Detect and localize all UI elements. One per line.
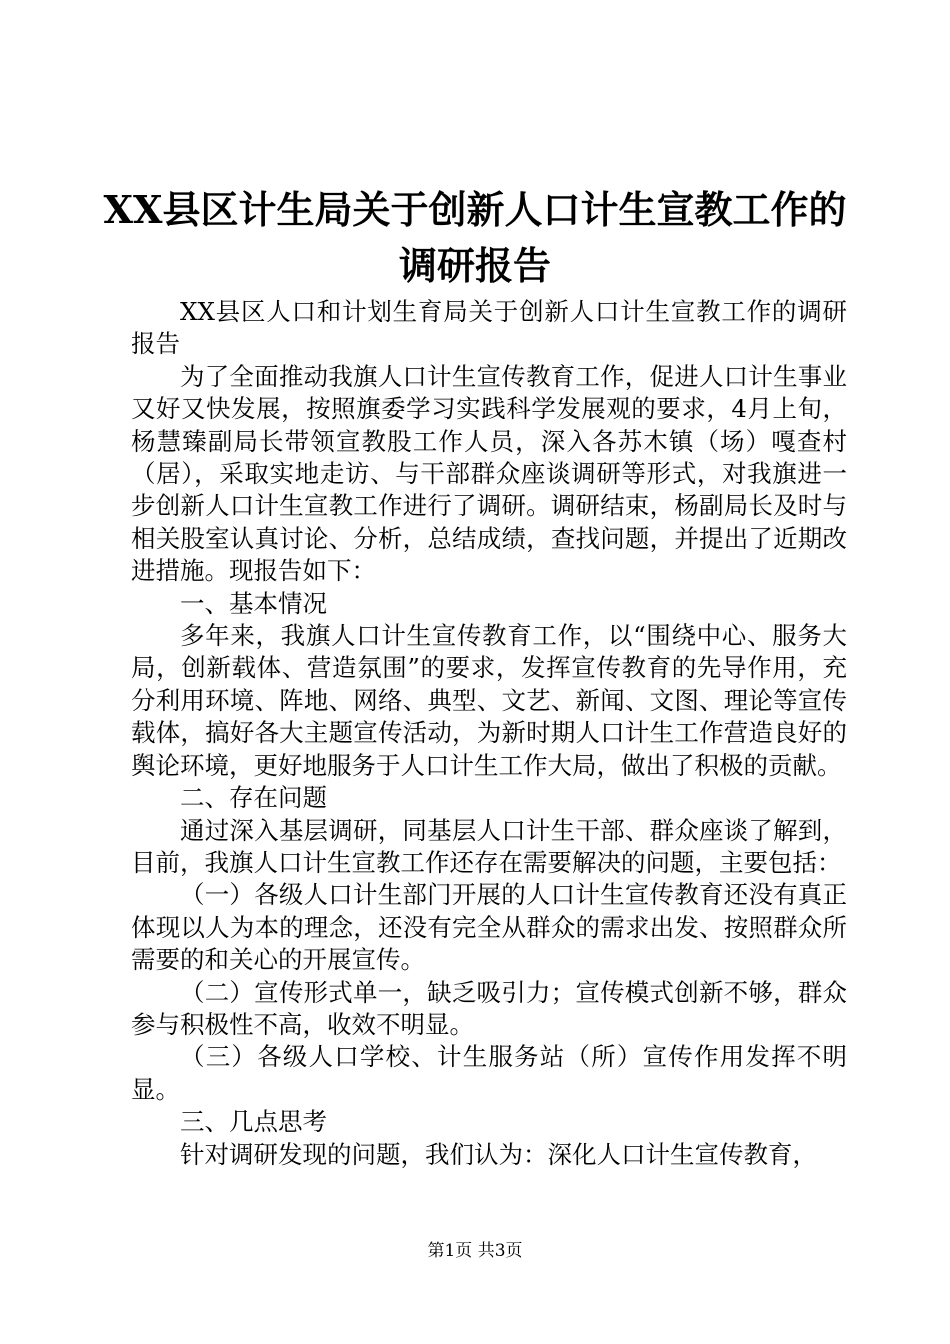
section-heading-basic-situation: 一、基本情况 — [180, 588, 327, 618]
page-number-footer: 第1页 共3页 — [427, 1241, 523, 1261]
paragraph-problem-2: （二）宣传形式单一，缺乏吸引力；宣传模式创新不够，群众参与积极性不高，收效不明显。 — [131, 977, 847, 1039]
paragraph-subtitle: XX县区人口和计划生育局关于创新人口计生宣教工作的调研报告 — [131, 297, 847, 359]
paragraph-basic-situation: 多年来，我旗人口计生宣传教育工作，以“围绕中心、服务大局，创新载体、营造氛围”的要求，发挥宣传教育的先导作用，充分利用环境、阵地、网络、典型、文艺、新闻、文图、理论等宣传载体，搞好各大主题宣传活动，为新时期人口计生工作营造良好的舆论环境，更好地服务于人口计生工作大局，做出了积极的贡献。 — [131, 621, 847, 780]
paragraph-problems-intro: 通过深入基层调研，同基层人口计生干部、群众座谈了解到，目前，我旗人口计生宣教工作还存在需要解决的问题，主要包括： — [131, 815, 847, 877]
paragraph-problem-1: （一）各级人口计生部门开展的人口计生宣传教育还没有真正体现以人为本的理念，还没有完全从群众的需求出发、按照群众所需要的和关心的开展宣传。 — [131, 880, 847, 975]
document-title-line-2: 调研报告 — [398, 243, 551, 288]
paragraph-problem-3: （三）各级人口学校、计生服务站（所）宣传作用发挥不明显。 — [131, 1042, 847, 1104]
document-body — [131, 296, 847, 1171]
section-heading-problems: 二、存在问题 — [180, 783, 327, 813]
paragraph-thoughts: 针对调研发现的问题，我们认为：深化人口计生宣传教育， — [180, 1139, 817, 1169]
document-title-line-1: XX县区计生局关于创新人口计生宣教工作的 — [103, 187, 847, 232]
section-heading-thoughts: 三、几点思考 — [180, 1107, 327, 1137]
paragraph-intro: 为了全面推动我旗人口计生宣传教育工作，促进人口计生事业又好又快发展，按照旗委学习实践科学发展观的要求，4月上旬，杨慧臻副局长带领宣教股工作人员，深入各苏木镇（场）嘎查村（居），采取实地走访、与干部群众座谈调研等形式，对我旗进一步创新人口计生宣教工作进行了调研。调研结束，杨副局长及时与相关股室认真讨论、分析，总结成绩，查找问题，并提出了近期改进措施。现报告如下： — [131, 361, 847, 586]
